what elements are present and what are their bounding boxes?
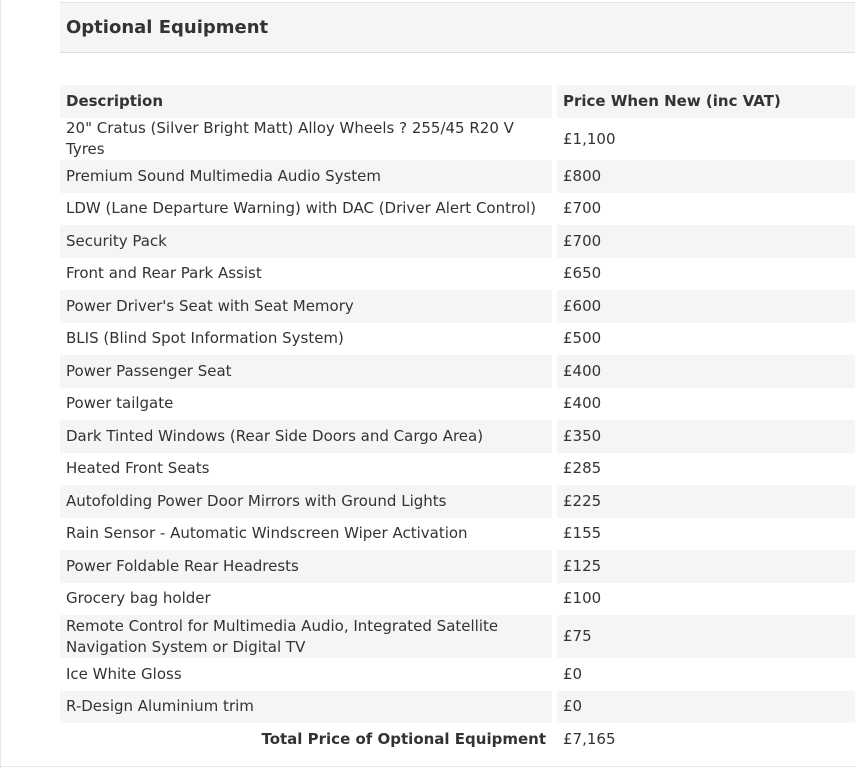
table-row	[60, 583, 855, 616]
table-header-row	[60, 85, 855, 118]
row-description: Ice White Gloss	[60, 658, 557, 691]
row-description: Dark Tinted Windows (Rear Side Doors and Cargo Area)	[60, 420, 557, 453]
column-header-description: Description	[60, 85, 557, 118]
table-row	[60, 453, 855, 486]
row-description: Power tailgate	[60, 388, 557, 421]
table-row	[60, 658, 855, 691]
table-row	[60, 193, 855, 226]
table-row	[60, 615, 855, 658]
row-description: Power Passenger Seat	[60, 355, 557, 388]
section-title: Optional Equipment	[66, 17, 269, 38]
row-price: £0	[557, 658, 855, 691]
row-description: Remote Control for Multimedia Audio, Integrated Satellite Navigation System or Digital TV	[60, 615, 557, 658]
row-description: Security Pack	[60, 225, 557, 258]
total-value: £7,165	[557, 723, 855, 756]
row-price: £700	[557, 225, 855, 258]
row-price: £700	[557, 193, 855, 226]
section-header	[60, 2, 855, 53]
table-row	[60, 485, 855, 518]
row-price: £0	[557, 691, 855, 724]
table-row	[60, 388, 855, 421]
row-description: BLIS (Blind Spot Information System)	[60, 323, 557, 356]
optional-equipment-table	[60, 85, 855, 756]
table-row	[60, 420, 855, 453]
row-description: Grocery bag holder	[60, 583, 557, 616]
row-description: Premium Sound Multimedia Audio System	[60, 160, 557, 193]
column-header-price: Price When New (inc VAT)	[557, 85, 855, 118]
row-description: R-Design Aluminium trim	[60, 691, 557, 724]
row-description: Front and Rear Park Assist	[60, 258, 557, 291]
table-row	[60, 160, 855, 193]
table-row	[60, 691, 855, 724]
table-row	[60, 290, 855, 323]
table-row	[60, 550, 855, 583]
frame-bottom-border	[0, 766, 855, 767]
row-description: Rain Sensor - Automatic Windscreen Wiper Activation	[60, 518, 557, 551]
table-row	[60, 118, 855, 160]
row-description: LDW (Lane Departure Warning) with DAC (Driver Alert Control)	[60, 193, 557, 226]
row-price: £125	[557, 550, 855, 583]
row-price: £285	[557, 453, 855, 486]
row-price: £350	[557, 420, 855, 453]
frame-left-border	[0, 0, 1, 768]
row-description: Power Foldable Rear Headrests	[60, 550, 557, 583]
table-row	[60, 355, 855, 388]
row-description: Heated Front Seats	[60, 453, 557, 486]
row-price: £155	[557, 518, 855, 551]
row-price: £225	[557, 485, 855, 518]
row-price: £400	[557, 355, 855, 388]
total-row	[60, 723, 855, 756]
row-price: £1,100	[557, 118, 855, 160]
row-description: Autofolding Power Door Mirrors with Ground Lights	[60, 485, 557, 518]
row-price: £800	[557, 160, 855, 193]
total-label: Total Price of Optional Equipment	[60, 723, 557, 756]
table-row	[60, 323, 855, 356]
row-price: £600	[557, 290, 855, 323]
row-price: £100	[557, 583, 855, 616]
row-price: £400	[557, 388, 855, 421]
table-row	[60, 518, 855, 551]
row-price: £500	[557, 323, 855, 356]
table-row	[60, 225, 855, 258]
row-price: £650	[557, 258, 855, 291]
row-description: Power Driver's Seat with Seat Memory	[60, 290, 557, 323]
row-price: £75	[557, 615, 855, 658]
table-row	[60, 258, 855, 291]
row-description: 20" Cratus (Silver Bright Matt) Alloy Wheels ? 255/45 R20 V Tyres	[60, 118, 557, 160]
